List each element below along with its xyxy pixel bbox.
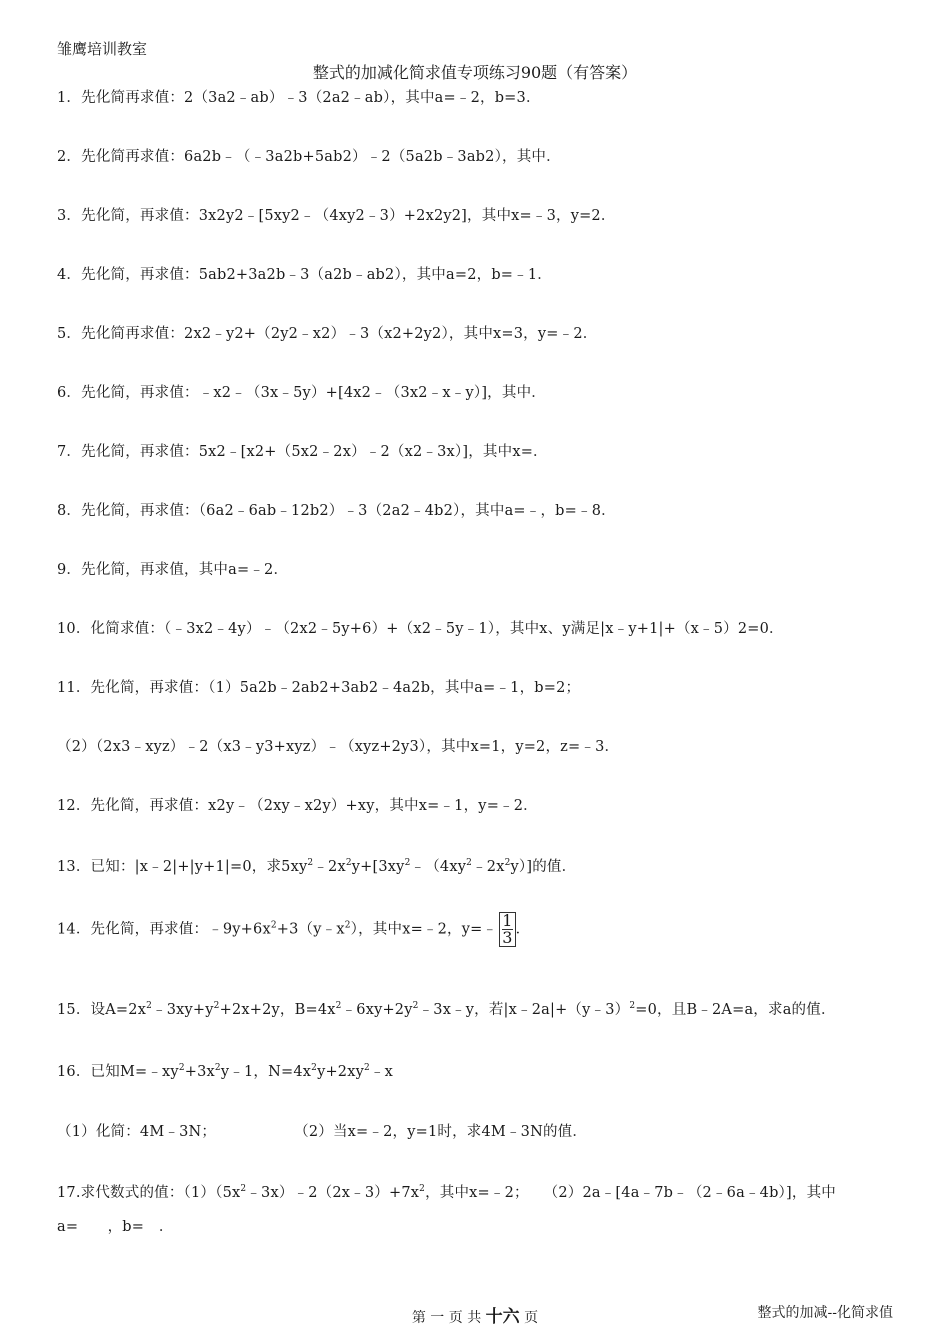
fraction [499,912,515,947]
problem-15-text: =0，且B﹣2A=a，求a的值． [635,1002,836,1018]
fraction-denominator: 3 [502,928,513,947]
problem-16-text: y﹣1，N=4x [220,1064,312,1080]
superscript: 2 [307,858,314,868]
problem-13-text: ﹣2x [472,859,505,875]
document-title: 整式的加减化简求值专项练习90题（有答案） [312,63,638,82]
problem-13-text: ﹣（4xy [410,859,467,875]
problem-15-text: ﹣6xy+2y [341,1002,413,1018]
problem-13-text: ﹣2x [313,859,346,875]
page-total: 十六 [485,1307,520,1327]
superscript: 2 [412,1001,419,1011]
superscript: 2 [213,1001,220,1011]
superscript: 2 [178,1063,185,1073]
superscript: 2 [146,1001,153,1011]
problem-14 [57,912,530,947]
page-number-suffix: 页 [519,1310,539,1326]
problem-8: 8．先化简，再求值：（6a2﹣6ab﹣12b2）﹣3（2a2﹣4b2），其中a=﹣，b=﹣8． [57,503,616,519]
problem-2: 2．先化简再求值：6a2b﹣（﹣3a2b+5ab2）﹣2（5a2b﹣3ab2），其中． [57,149,561,165]
problem-15 [57,998,836,1019]
problem-1: 1．先化简再求值：2（3a2﹣ab）﹣3（2a2﹣ab），其中a=﹣2，b=3． [57,90,541,106]
superscript: 2 [270,920,277,931]
problem-16-text: +3x [184,1064,215,1080]
problem-14-text: ），其中x=﹣2，y=﹣ [350,921,498,938]
problem-16-part-1: （1）化简：4M﹣3N； [57,1124,217,1140]
problem-14-text: 14．先化简，再求值：﹣9y+6x [57,921,271,938]
header-organization: 雏鹰培训教室 [57,40,148,58]
problem-7: 7．先化简，再求值：5x2﹣[x2+（5x2﹣2x）﹣2（x2﹣3x）]，其中x=． [57,444,548,460]
problem-17 [57,1172,897,1244]
problem-14-text: ． [515,921,531,938]
problem-13-text: 13．已知：|x﹣2|+|y+1|=0，求5xy [57,859,308,875]
problem-17-text: ，其中x=﹣2； （2）2a﹣[4a﹣7b﹣（2﹣6a﹣4b）]，其中a= ，b= ． [57,1185,836,1235]
problem-5: 5．先化简再求值：2x2﹣y2+（2y2﹣x2）﹣3（x2+2y2），其中x=3，y=﹣2． [57,326,598,342]
problem-3: 3．先化简，再求值：3x2y2﹣[5xy2﹣（4xy2﹣3）+2x2y2]，其中x=﹣3，y=2． [57,208,616,224]
problem-17-text: ﹣3x）﹣2（2x﹣3）+7x [246,1185,420,1201]
superscript: 2 [466,858,473,868]
problem-13-text: y）]的值． [510,859,577,875]
problem-15-text: +2x+2y，B=4x [219,1002,336,1018]
problem-10: 10．化简求值：（﹣3x2﹣4y）﹣（2x2﹣5y+6）+（x2﹣5y﹣1），其中x、y满足|x﹣y+1|+（x﹣5）2=0． [57,621,784,637]
problem-15-text: 15．设A=2x [57,1002,147,1018]
footer-topic: 整式的加减--化简求值 [757,1305,893,1321]
problem-16-part-2: （2）当x=﹣2，y=1时，求4M﹣3N的值． [294,1124,588,1140]
problem-14-text: +3（y﹣x [276,921,345,938]
superscript: 2 [404,858,411,868]
superscript: 2 [335,1001,342,1011]
problem-16 [57,1060,393,1081]
superscript: 2 [364,1063,370,1073]
problem-16-text: y+2xy [317,1064,364,1080]
problem-13 [57,855,576,876]
problem-11-part-2: （2）（2x3﹣xyz）﹣2（x3﹣y3+xyz）﹣（xyz+2y3），其中x=1，y=2，z=﹣3． [57,739,620,755]
problem-16-text: 16．已知M=﹣xy [57,1064,179,1080]
page-number-prefix: 第 一 页 共 [411,1310,486,1326]
superscript: 2 [504,858,511,868]
problem-16-text: ﹣x [369,1064,394,1080]
problem-17-text: 17.求代数式的值：（1）（5x [57,1185,241,1201]
problem-9: 9．先化简，再求值，其中a=﹣2． [57,562,289,578]
problem-15-text: ﹣3x﹣y，若|x﹣2a|+（y﹣3） [418,1002,630,1018]
superscript: 2 [344,920,351,931]
fraction-numerator: 1 [502,911,513,930]
superscript: 2 [419,1184,426,1194]
superscript: 2 [240,1184,247,1194]
superscript: 2 [214,1063,221,1073]
superscript: 2 [311,1063,318,1073]
problem-12: 12．先化简，再求值：x2y﹣（2xy﹣x2y）+xy，其中x=﹣1，y=﹣2． [57,798,538,814]
problem-11-part-1: 11．先化简，再求值：（1）5a2b﹣2ab2+3ab2﹣4a2b，其中a=﹣1，b=2； [57,680,581,696]
problem-13-text: y+[3xy [351,859,405,875]
superscript: 2 [345,858,352,868]
problem-16-parts [57,1120,587,1141]
problem-6: 6．先化简，再求值：﹣x2﹣（3x﹣5y）+[4x2﹣（3x2﹣x﹣y）]，其中． [57,385,546,401]
superscript: 2 [629,1001,636,1011]
problem-4: 4．先化简，再求值：5ab2+3a2b﹣3（a2b﹣ab2），其中a=2，b=﹣1． [57,267,552,283]
problem-15-text: ﹣3xy+y [152,1002,214,1018]
